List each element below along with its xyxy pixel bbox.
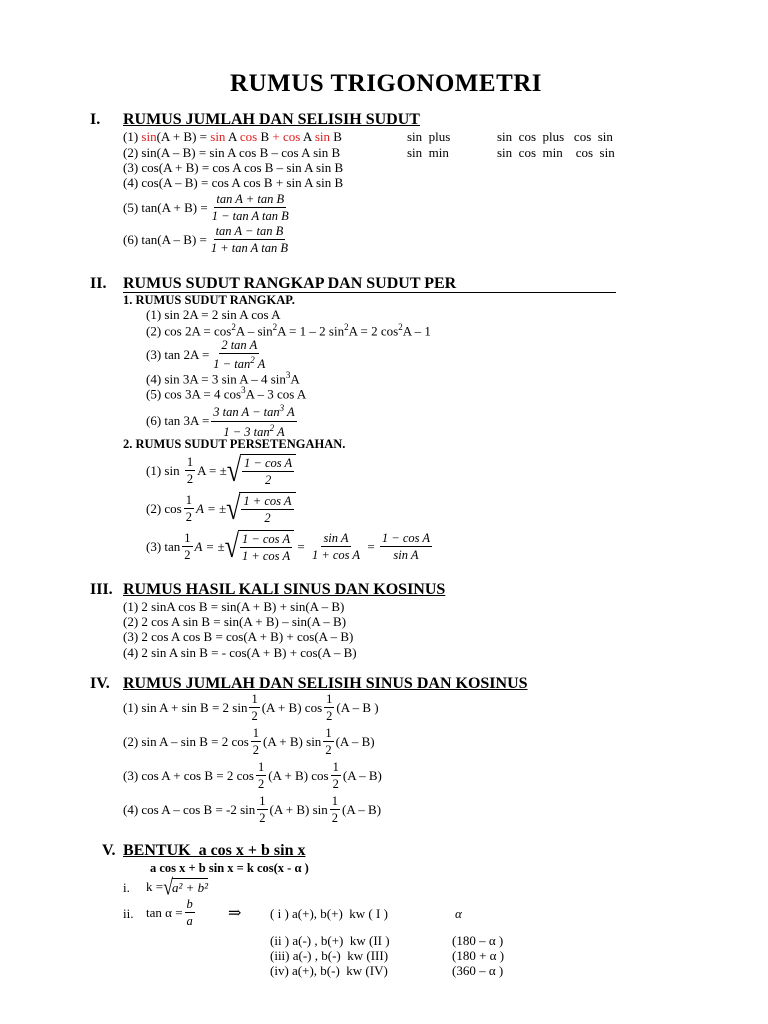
formula-cos-3a: (5) cos 3A = 4 $\cos^3A - 3$ cos A [146, 385, 307, 402]
formula-product-2: (2) 2 cos A sin B = sin(A + B) – sin(A – B) [123, 614, 347, 629]
quadrant-result-2: (180 – α ) [452, 933, 504, 948]
fraction: $\frac{b}{a}$ [186, 897, 193, 929]
page-title: RUMUS TRIGONOMETRI [230, 70, 543, 97]
mnemonic-sin-min: sin min [407, 145, 449, 160]
section-5-number: V. [102, 842, 116, 859]
formula-sum-to-product-4: (4) cos A – cos B = -2 sin $\frac{1}{2}$ (A + B) sin $\frac{1}{2}$ (A – B) [123, 794, 382, 826]
fraction-half: $\frac{1}{2}$ [184, 531, 191, 563]
square-root: √ $\frac{\text{1 − cos A}}{2}$ [227, 454, 296, 488]
mnemonic-sin-cos-min: sin cos min cos sin [497, 145, 615, 160]
formula-sin-3a: (4) sin 3A = 3 sin A – 4 $\sin^3A$ [146, 370, 300, 387]
subsection-double-angle: 1. RUMUS SUDUT RANGKAP. [123, 293, 295, 307]
fraction: $\frac{\text{1 − cos A}}{\text{sin A}}$ [381, 531, 431, 563]
fraction: $\frac{3 \tan A - \tan^3 A}{1 - 3 \tan^2 A}$ [213, 403, 295, 439]
fraction-half: $\frac{1}{2}$ [259, 794, 266, 826]
formula-product-3: (3) 2 cos A cos B = cos(A + B) + cos(A – B) [123, 629, 354, 644]
formula-sum-to-product-3: (3) cos A + cos B = 2 cos $\frac{1}{2}$ (A + B) cos $\frac{1}{2}$ (A – B) [123, 760, 382, 792]
formula-sum-to-product-1: (1) sin A + sin B = 2 sin $\frac{1}{2}$ (A + B) cos $\frac{1}{2}$ (A – B ) [123, 692, 379, 724]
fraction-half: $\frac{1}{2}$ [186, 455, 194, 487]
formula-sin-2a: (1) sin 2A = 2 sin A cos A [146, 307, 281, 322]
quadrant-result-4: (360 – α ) [452, 963, 504, 978]
square-root: √ $\frac{\text{1 + cos A}}{2}$ [226, 492, 295, 526]
formula-tan-2a: (3) tan 2A = $\frac{\text{2 tan A}}{1 - \tan^2 A}$ [146, 338, 266, 372]
fraction-half: $\frac{1}{2}$ [332, 760, 339, 792]
section-1-heading: RUMUS JUMLAH DAN SELISIH SUDUT [123, 111, 420, 128]
fraction: $\frac{\text{sin A}}{\text{1 + cos A}}$ [311, 531, 361, 563]
fraction-half: $\frac{1}{2}$ [325, 726, 332, 758]
fraction-half: $\frac{1}{2}$ [252, 726, 260, 758]
formula-sum-cos: (3) cos(A + B) = cos A cos B – sin A sin B [123, 160, 344, 175]
fraction: $\frac{\text{tan A + tan B}}{\text{1 − tan A tan B}}$ [211, 192, 289, 224]
formula-tan-3a: (6) tan 3A = $\frac{3 \tan A - \tan^3 A}{1 - 3 \tan^2 A}$ [146, 403, 295, 439]
mnemonic-sin-cos-plus: sin cos plus cos sin [497, 129, 613, 144]
quadrant-case-1: ( i ) a(+), b(+) kw ( I ) [270, 906, 388, 921]
quadrant-result-3: (180 + α ) [452, 948, 505, 963]
square-root: √ a² + b² [163, 874, 209, 900]
fraction: $\frac{\text{2 tan A}}{1 - \tan^2 A}$ [213, 338, 266, 372]
section-5-subheading: a cos x + b sin x = k cos(x - α ) [150, 861, 309, 875]
fraction-half: $\frac{1}{2}$ [331, 794, 339, 826]
section-4-heading: RUMUS JUMLAH DAN SELISIH SINUS DAN KOSINUS [123, 675, 528, 692]
section-1-number: I. [90, 111, 101, 128]
formula-sum-to-product-2: (2) sin A – sin B = 2 cos $\frac{1}{2}$ (A + B) sin $\frac{1}{2}$ (A – B) [123, 726, 375, 758]
formula-product-1: (1) 2 sinA cos B = sin(A + B) + sin(A – B) [123, 599, 345, 614]
formula-k: k = √ a² + b² [146, 874, 209, 900]
section-5-heading: BENTUK a cos x + b sin x [123, 842, 306, 859]
section-3-heading: RUMUS HASIL KALI SINUS DAN KOSINUS [123, 581, 446, 598]
quadrant-case-4: (iv) a(+), b(-) kw (IV) [270, 963, 388, 978]
fraction-half: $\frac{1}{2}$ [326, 692, 333, 724]
square-root: √ $\frac{\text{1 − cos A}}{\text{1 + cos A}}$ [225, 530, 294, 564]
formula-cos-half: (2) cos $\frac{1}{2}$ A = ± √ $\frac{\text{1 + cos A}}{2}$ [146, 492, 296, 526]
fraction: $\frac{\text{tan A − tan B}}{\text{1 + tan A tan B}}$ [210, 224, 288, 256]
implies-arrow-icon: ⇒ [228, 905, 242, 922]
section-4-number: IV. [90, 675, 110, 692]
fraction-half: $\frac{1}{2}$ [257, 760, 265, 792]
formula-tan-alpha: tan α = $\frac{b}{a}$ [146, 897, 193, 929]
section-2-number: II. [90, 275, 107, 292]
formula-diff-sin: (2) sin(A – B) = sin A cos B – cos A sin B [123, 145, 341, 160]
fraction-half: $\frac{1}{2}$ [251, 692, 258, 724]
formula-cos-2a: (2) $\cos 2A = \cos^2A - \sin^2A = 1 - 2$ $\sin^2A = 2$ $\cos^2A - 1$ [146, 322, 431, 339]
formula-tan-half: (3) tan $\frac{1}{2}$ A = ± √ $\frac{\text{1 − cos A}}{\text{1 + cos A}}$ = $\frac{\text{sin A}}{\text{1 + cos A}}$ = $\frac{\text{1 − cos A}}{\text{sin A}}$ [146, 528, 431, 565]
label-ii: ii. [123, 906, 134, 921]
quadrant-result-1: α [455, 906, 462, 921]
quadrant-case-3: (iii) a(-) , b(-) kw (III) [270, 948, 389, 963]
fraction-half: $\frac{1}{2}$ [185, 493, 192, 525]
mnemonic-sin-plus: sin plus [407, 129, 451, 144]
section-2-heading: RUMUS SUDUT RANGKAP DAN SUDUT PER [123, 275, 457, 292]
label-i: i. [123, 880, 130, 895]
subsection-half-angle: 2. RUMUS SUDUT PERSETENGAHAN. [123, 437, 346, 451]
quadrant-case-2: (ii ) a(-) , b(+) kw (II ) [270, 933, 390, 948]
formula-sin-half: (1) sin $\frac{1}{2}$ A = ± √ $\frac{\text{1 − cos A}}{2}$ [146, 454, 296, 488]
formula-product-4: (4) 2 sin A sin B = - cos(A + B) + cos(A – B) [123, 645, 357, 660]
formula-sum-sin: (1) sin(A + B) = sin A cos B + cos A sin B [123, 129, 342, 144]
formula-diff-tan: (6) tan(A – B) = $\frac{\text{tan A − tan B}}{\text{1 + tan A tan B}}$ [123, 224, 288, 256]
formula-sum-tan: (5) tan(A + B) = $\frac{\text{tan A + tan B}}{\text{1 − tan A tan B}}$ [123, 192, 289, 224]
section-3-number: III. [90, 581, 113, 598]
formula-diff-cos: (4) cos(A – B) = cos A cos B + sin A sin B [123, 175, 344, 190]
